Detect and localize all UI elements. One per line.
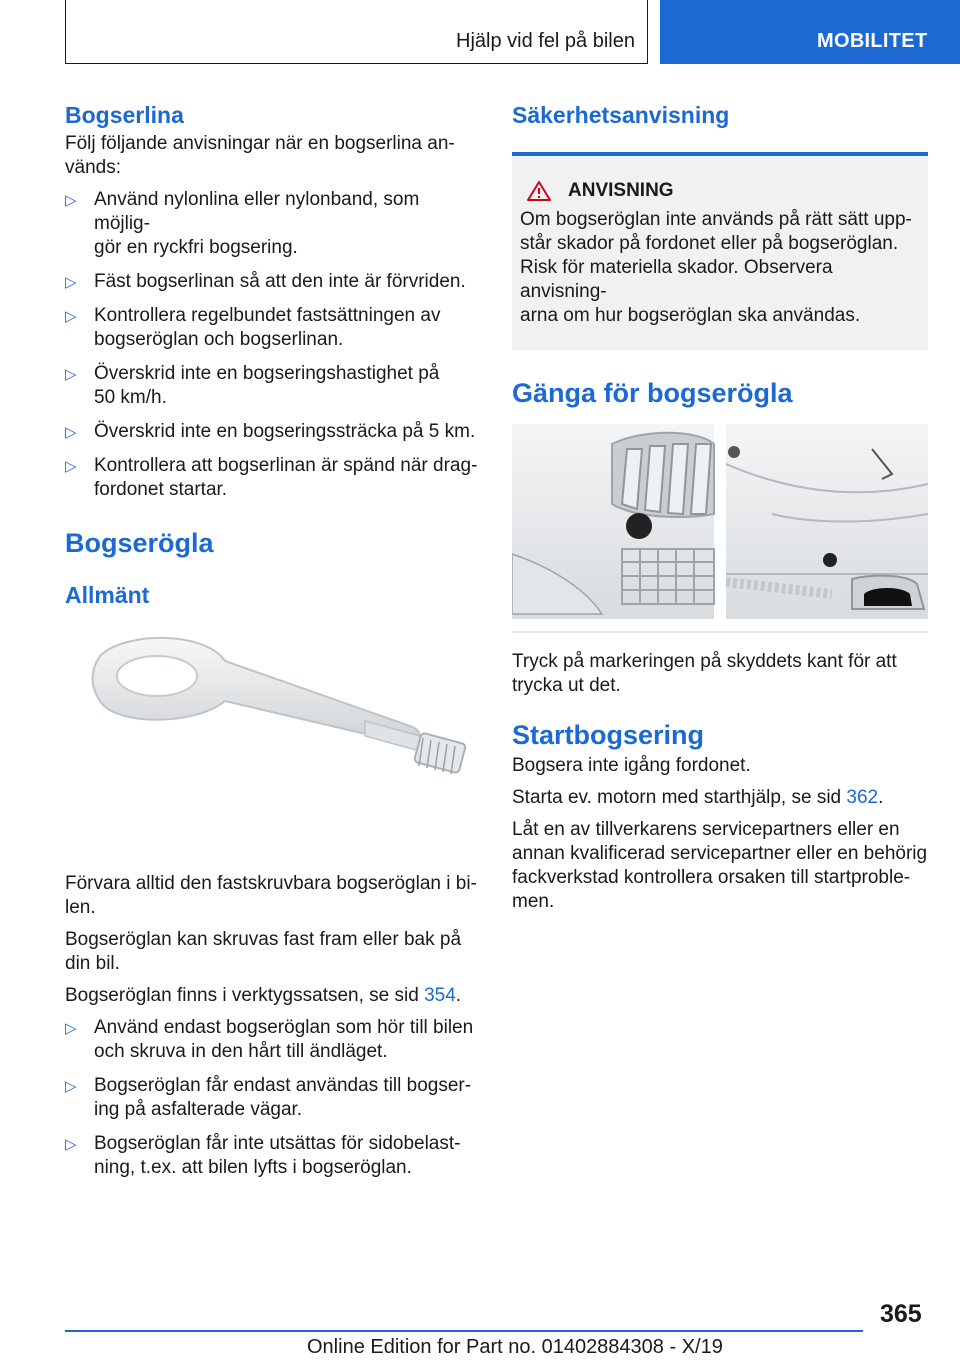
warning-text: Om bogseröglan inte används på rätt sätt upp- står skador på fordonet eller på bogseröglan. Risk för materiella skador. Observera anvisning- arna om hur bogseröglan ska användas. <box>520 209 912 326</box>
heading-bogserogla: Bogserögla <box>65 528 214 558</box>
list-item: ▷ Kontrollera regelbundet fastsättningen av bogseröglan och bogserlinan. <box>65 305 441 350</box>
bogserogla-list <box>65 1016 480 1180</box>
triangle-bullet-icon: ▷ <box>65 1136 77 1153</box>
page-reference-link[interactable]: 354 <box>424 985 456 1006</box>
tow-hook-illustration <box>65 626 480 858</box>
triangle-bullet-icon: ▷ <box>65 1020 77 1037</box>
mount-text: Bogseröglan kan skruvas fast fram eller bak på din bil. <box>65 929 462 974</box>
list-item: ▷ Använd nylonlina eller nylonband, som möjlig- gör en ryckfri bogsering. <box>65 189 420 258</box>
start-text-1: Bogsera inte igång fordonet. <box>512 755 751 776</box>
list-item: ▷ Fäst bogserlinan så att den inte är förvriden. <box>65 270 480 294</box>
header-chapter-box <box>65 0 648 64</box>
footer-divider <box>65 1330 863 1332</box>
heading-sakerhetsanvisning: Säkerhetsanvisning <box>512 102 730 128</box>
warning-box <box>512 152 928 350</box>
storage-text: Förvara alltid den fastskruvbara bogseröglan i bi- len. <box>65 873 477 918</box>
right-column <box>512 100 928 914</box>
thread-text: Tryck på markeringen på skyddets kant för att trycka ut det. <box>512 651 897 696</box>
header-chapter-title: Hjälp vid fel på bilen <box>456 30 635 52</box>
warning-header <box>520 180 920 202</box>
bumper-image <box>512 424 928 642</box>
start-text-3: Låt en av tillverkarens servicepartners eller en annan kvalificerad servicepartner eller en behörig fackverkstad kontrollera orsaken till startproble- men. <box>512 819 928 912</box>
list-item: ▷ Bogseröglan får inte utsättas för sidobelast- ning, t.ex. att bilen lyfts i bogseröglan. <box>65 1133 461 1178</box>
list-item: ▷ Bogseröglan får endast användas till bogser- ing på asfalterade vägar. <box>65 1075 472 1120</box>
triangle-bullet-icon: ▷ <box>65 274 77 291</box>
heading-ganga: Gänga för bogserögla <box>512 378 793 408</box>
heading-startbogsering: Startbogsering <box>512 720 705 750</box>
warning-triangle-icon <box>526 180 552 202</box>
bogserlina-list <box>65 188 480 502</box>
page-number: 365 <box>880 1300 922 1328</box>
triangle-bullet-icon: ▷ <box>65 1078 77 1095</box>
list-item: ▷ Överskrid inte en bogseringssträcka på 5 km. <box>65 420 480 444</box>
list-item: ▷ Överskrid inte en bogseringshastighet på 50 km/h. <box>65 363 440 408</box>
heading-allmant: Allmänt <box>65 582 150 608</box>
header-section-title: MOBILITET <box>817 30 928 52</box>
toolkit-text: Bogseröglan finns i verktygssatsen, se sid 354. <box>65 985 462 1006</box>
triangle-bullet-icon: ▷ <box>65 366 77 383</box>
bogserlina-intro: Följ följande anvisningar när en bogserlina an- vänds: <box>65 133 455 178</box>
triangle-bullet-icon: ▷ <box>65 424 77 441</box>
warning-label: ANVISNING <box>568 180 674 201</box>
header-section-tab <box>660 0 960 64</box>
triangle-bullet-icon: ▷ <box>65 458 77 475</box>
tow-hook-image <box>65 626 480 858</box>
list-item: ▷ Kontrollera att bogserlinan är spänd när drag- fordonet startar. <box>65 455 478 500</box>
left-column <box>65 100 480 1190</box>
triangle-bullet-icon: ▷ <box>65 192 77 209</box>
list-item: ▷ Använd endast bogseröglan som hör till bilen och skruva in den hårt till ändläget. <box>65 1017 474 1062</box>
triangle-bullet-icon: ▷ <box>65 308 77 325</box>
page-reference-link[interactable]: 362 <box>846 787 879 808</box>
start-text-2: Starta ev. motorn med starthjälp, se sid 362. <box>512 787 884 808</box>
heading-bogserlina: Bogserlina <box>65 102 184 128</box>
bumper-illustrations <box>512 424 928 642</box>
footer-edition: Online Edition for Part no. 01402884308 - X/19 <box>307 1336 723 1358</box>
